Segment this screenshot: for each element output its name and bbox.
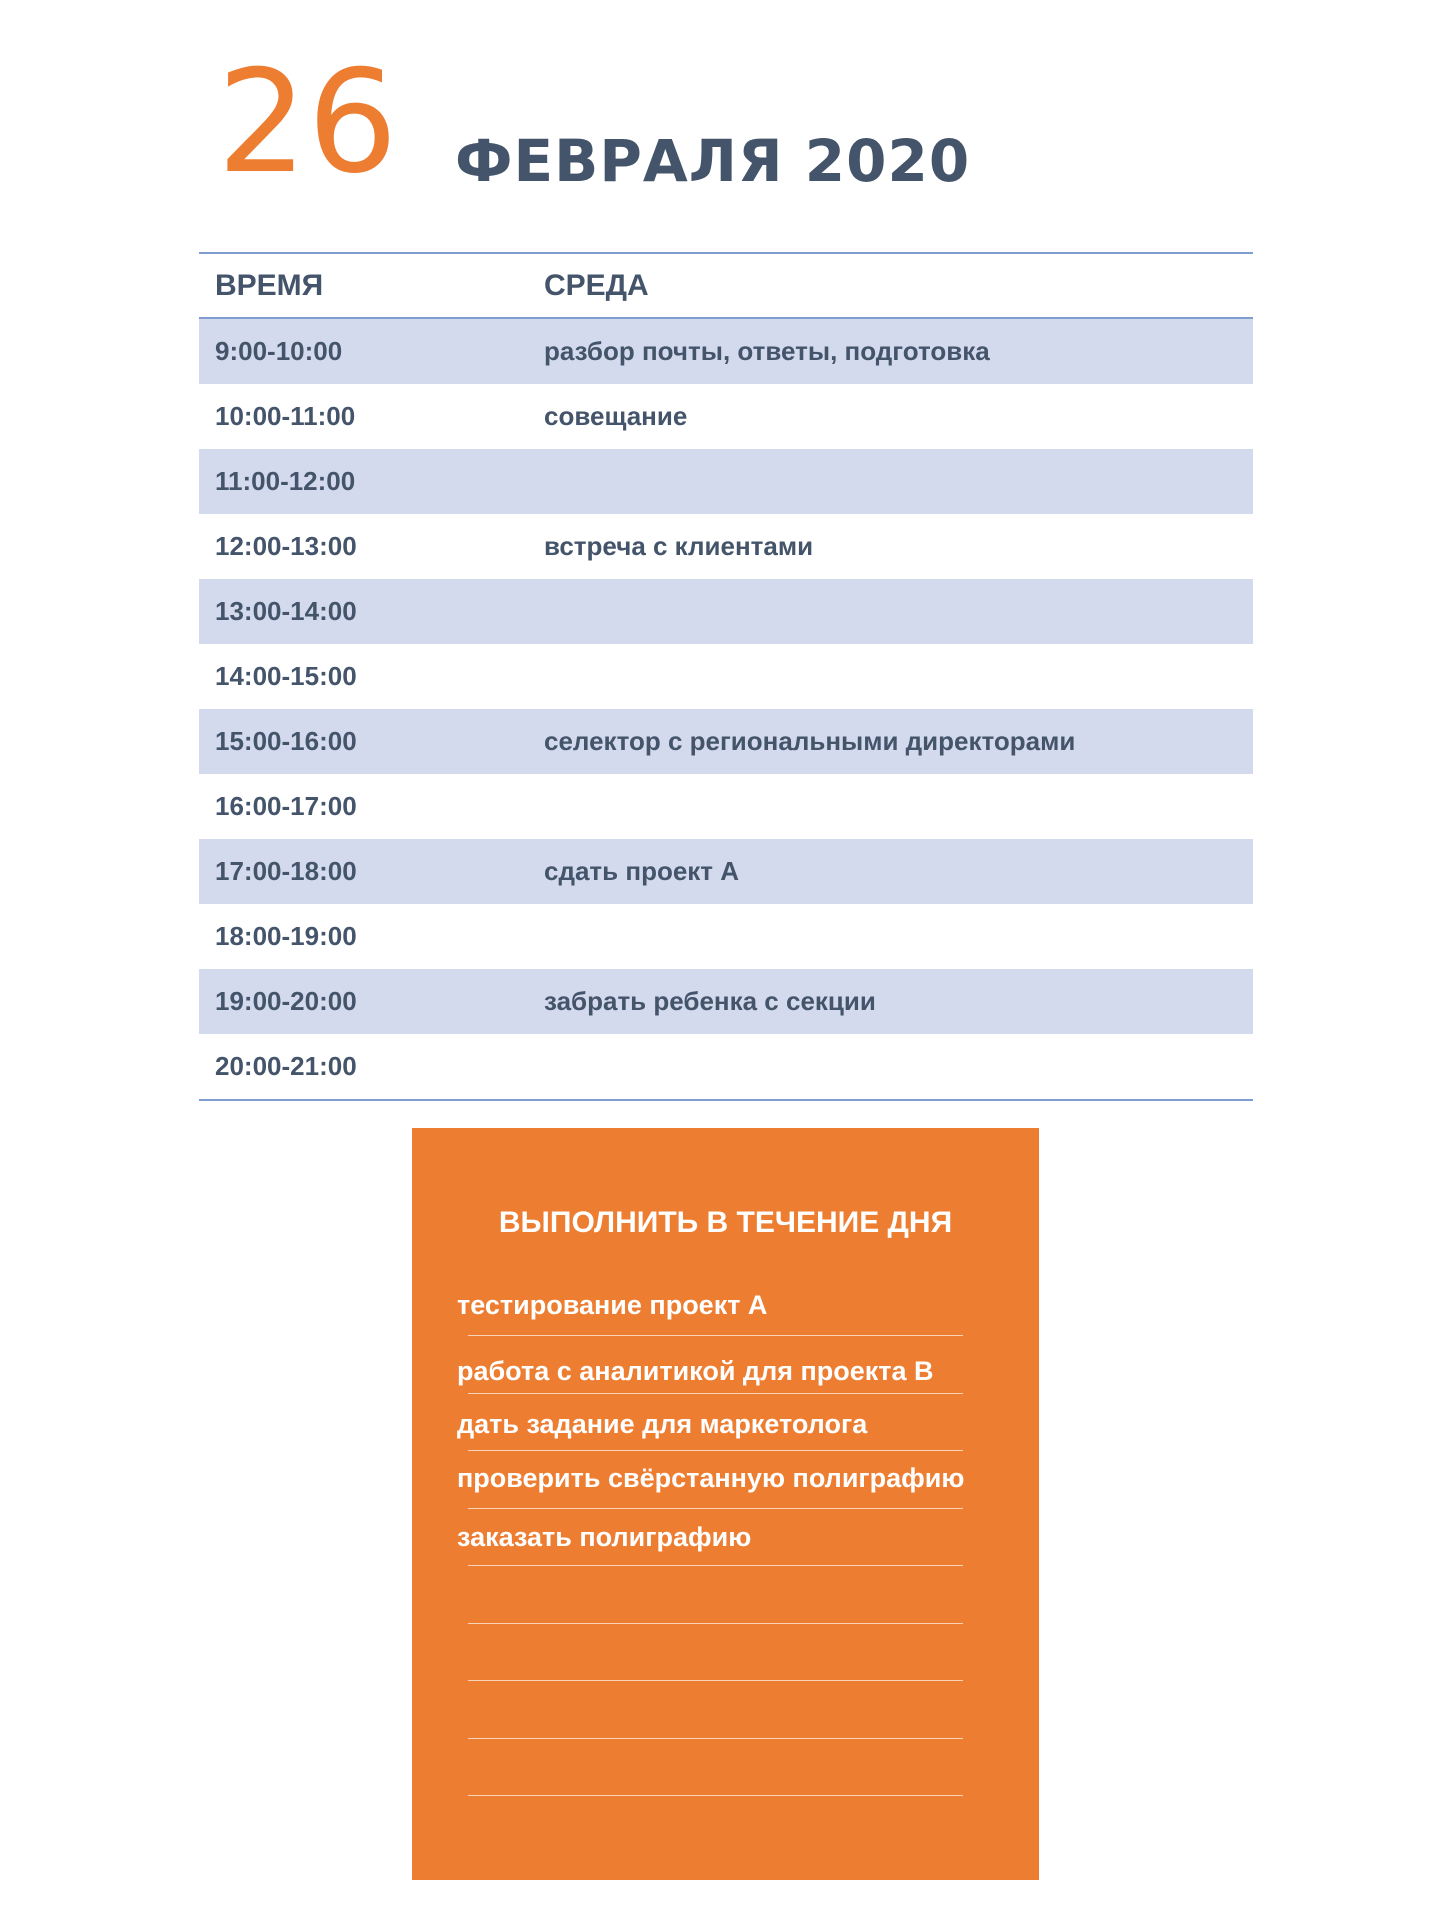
todo-line (468, 1738, 963, 1739)
table-row (199, 1034, 1253, 1099)
todo-item: тестирование проект А (457, 1290, 768, 1320)
todo-line (468, 1623, 963, 1624)
date-day: 26 (217, 40, 398, 205)
todo-line (468, 1335, 963, 1336)
time-cell: 12:00-13:00 (215, 531, 357, 561)
time-cell: 11:00-12:00 (215, 466, 356, 496)
todo-item: проверить свёрстанную полиграфию (457, 1463, 965, 1493)
time-cell: 16:00-17:00 (215, 791, 357, 821)
time-cell: 19:00-20:00 (215, 986, 357, 1016)
task-cell: разбор почты, ответы, подготовка (544, 336, 990, 366)
schedule-table (199, 252, 1253, 1101)
time-cell: 20:00-21:00 (215, 1051, 357, 1081)
task-cell: забрать ребенка с секции (544, 986, 876, 1016)
table-row (199, 579, 1253, 644)
schedule-header-row (199, 254, 1253, 319)
time-cell: 17:00-18:00 (215, 856, 357, 886)
task-cell: селектор с региональными директорами (544, 726, 1076, 756)
table-row (199, 839, 1253, 904)
todo-line (468, 1450, 963, 1451)
todo-item: заказать полиграфию (457, 1522, 752, 1552)
todo-line (468, 1393, 963, 1394)
date-month-year: ФЕВРАЛЯ 2020 (455, 127, 971, 195)
time-cell: 10:00-11:00 (215, 401, 356, 431)
time-cell: 9:00-10:00 (215, 336, 343, 366)
column-header-time: ВРЕМЯ (215, 268, 324, 302)
column-header-day: СРЕДА (544, 268, 649, 302)
table-row (199, 904, 1253, 969)
todo-item: дать задание для маркетолога (457, 1409, 868, 1439)
todo-line (468, 1680, 963, 1681)
task-cell: встреча с клиентами (544, 531, 814, 561)
todo-title: ВЫПОЛНИТЬ В ТЕЧЕНИЕ ДНЯ (498, 1206, 953, 1239)
todo-line (468, 1795, 963, 1796)
time-cell: 14:00-15:00 (215, 661, 357, 691)
table-row (199, 969, 1253, 1034)
time-cell: 18:00-19:00 (215, 921, 357, 951)
time-cell: 13:00-14:00 (215, 596, 357, 626)
todo-panel (412, 1128, 1039, 1880)
todo-line (468, 1565, 963, 1566)
table-row (199, 709, 1253, 774)
table-row (199, 449, 1253, 514)
time-cell: 15:00-16:00 (215, 726, 357, 756)
todo-line (468, 1508, 963, 1509)
table-row (199, 774, 1253, 839)
table-row (199, 319, 1253, 384)
todo-item: работа с аналитикой для проекта В (457, 1356, 934, 1386)
table-row (199, 384, 1253, 449)
task-cell: сдать проект А (544, 856, 740, 886)
table-row (199, 644, 1253, 709)
table-row (199, 514, 1253, 579)
task-cell: совещание (544, 401, 688, 431)
